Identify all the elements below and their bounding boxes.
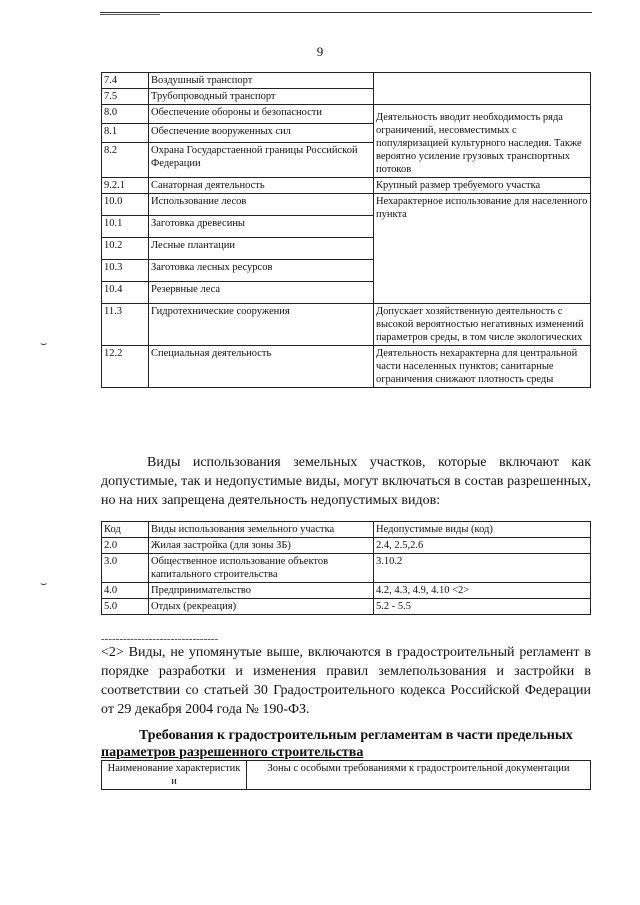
code-cell: 11.3 (102, 304, 149, 346)
top-border-line (100, 12, 592, 13)
note-cell: Деятельность нехарактерна для центральной части населенных пунктов; санитарные ограничения снижают плотность среды (374, 346, 591, 388)
name-cell: Заготовка лесных ресурсов (149, 260, 374, 282)
name-cell: Гидротехнические сооружения (149, 304, 374, 346)
regulation-parameters-table (101, 760, 591, 790)
code-cell: 3.0 (102, 554, 149, 583)
table-row (102, 194, 591, 216)
top-border-line-short (100, 14, 160, 15)
table-header-row (102, 761, 591, 790)
code-cell: 7.4 (102, 73, 149, 89)
table-row (102, 538, 591, 554)
code-cell: 5.0 (102, 599, 149, 615)
code-cell: 8.2 (102, 143, 149, 178)
note-cell: Допускает хозяйственную деятельность с высокой вероятностью негативных изменений параметров среды, в том числе экологических (374, 304, 591, 346)
page-number: 9 (316, 44, 324, 59)
column-header: Недопустимые виды (код) (374, 522, 591, 538)
name-cell: Резервные леса (149, 282, 374, 304)
name-cell: Заготовка древесины (149, 216, 374, 238)
heading-line: Требования к градостроительным регламентам в части предельных (139, 728, 573, 743)
name-cell: Воздушный транспорт (149, 73, 374, 89)
code-cell: 10.4 (102, 282, 149, 304)
column-header: Виды использования земельного участка (149, 522, 374, 538)
binding-mark: ⌣ (40, 338, 48, 350)
table-row (102, 73, 591, 89)
section-heading (101, 727, 591, 761)
name-cell: Обеспечение обороны и безопасности (149, 105, 374, 124)
column-header: Наименование характеристик и (102, 761, 247, 790)
column-header: Код (102, 522, 149, 538)
heading-line: параметров разрешенного строительства (101, 745, 364, 760)
table-row (102, 346, 591, 388)
name-cell: Специальная деятельность (149, 346, 374, 388)
excluded-cell: 4.2, 4.3, 4.9, 4.10 <2> (374, 583, 591, 599)
table-row (102, 554, 591, 583)
land-use-restrictions-table (101, 72, 591, 388)
note-cell (374, 89, 591, 105)
name-cell: Обеспечение вооруженных сил (149, 124, 374, 143)
excluded-cell: 3.10.2 (374, 554, 591, 583)
code-cell: 10.0 (102, 194, 149, 216)
name-cell: Охрана Государстаенной границы Российской Федерации (149, 143, 374, 178)
table-header-row (102, 522, 591, 538)
table-row (102, 105, 591, 124)
note-cell: Деятельность вводит необходимость ряда ограничений, несовместимых с популяризацией культурного наследия. Также вероятно усиление грузовых транспортных потоков (374, 105, 591, 178)
code-cell: 10.2 (102, 238, 149, 260)
name-cell: Трубопроводный транспорт (149, 89, 374, 105)
code-cell: 12.2 (102, 346, 149, 388)
code-cell: 10.1 (102, 216, 149, 238)
name-cell: Лесные плантации (149, 238, 374, 260)
excluded-uses-table (101, 521, 591, 615)
table-row (102, 178, 591, 194)
excluded-cell: 2.4, 2.5,2.6 (374, 538, 591, 554)
table-row (102, 89, 591, 105)
note-cell (374, 73, 591, 89)
table-row (102, 599, 591, 615)
code-cell: 8.0 (102, 105, 149, 124)
code-cell: 8.1 (102, 124, 149, 143)
name-cell: Использование лесов (149, 194, 374, 216)
note-cell: Нехарактерное использование для населенного пункта (374, 194, 591, 304)
paragraph-permitted-uses: Виды использования земельных участков, которые включают как допустимые, так и недопустимые виды, могут включаться в состав разрешенных, но на них запрещена деятельность недопустимых видов: (101, 455, 591, 508)
code-cell: 2.0 (102, 538, 149, 554)
code-cell: 9.2.1 (102, 178, 149, 194)
name-cell: Отдых (рекреация) (149, 599, 374, 615)
table-row (102, 304, 591, 346)
excluded-cell: 5.2 - 5.5 (374, 599, 591, 615)
column-header: Зоны с особыми требованиями к градостроительной документации (247, 761, 591, 790)
code-cell: 7.5 (102, 89, 149, 105)
name-cell: Общественное использование объектов капитального строительства (149, 554, 374, 583)
code-cell: 10.3 (102, 260, 149, 282)
name-cell: Санаторная деятельность (149, 178, 374, 194)
name-cell: Предпринимательство (149, 583, 374, 599)
table-row (102, 583, 591, 599)
note-cell: Крупный размер требуемого участка (374, 178, 591, 194)
binding-mark: ⌣ (40, 578, 48, 590)
footnote-text: <2> Виды, не упомянутые выше, включаются в градостроительный регламент в порядке разработки и изменения правил землепользования и застройки в соответствии со статьей 30 Градостроительного кодекса Российской Федерации от 29 декабря 2004 года № 190-ФЗ. (101, 645, 591, 717)
code-cell: 4.0 (102, 583, 149, 599)
footnote-separator: -------------------------------- (101, 633, 219, 645)
name-cell: Жилая застройка (для зоны ЗБ) (149, 538, 374, 554)
